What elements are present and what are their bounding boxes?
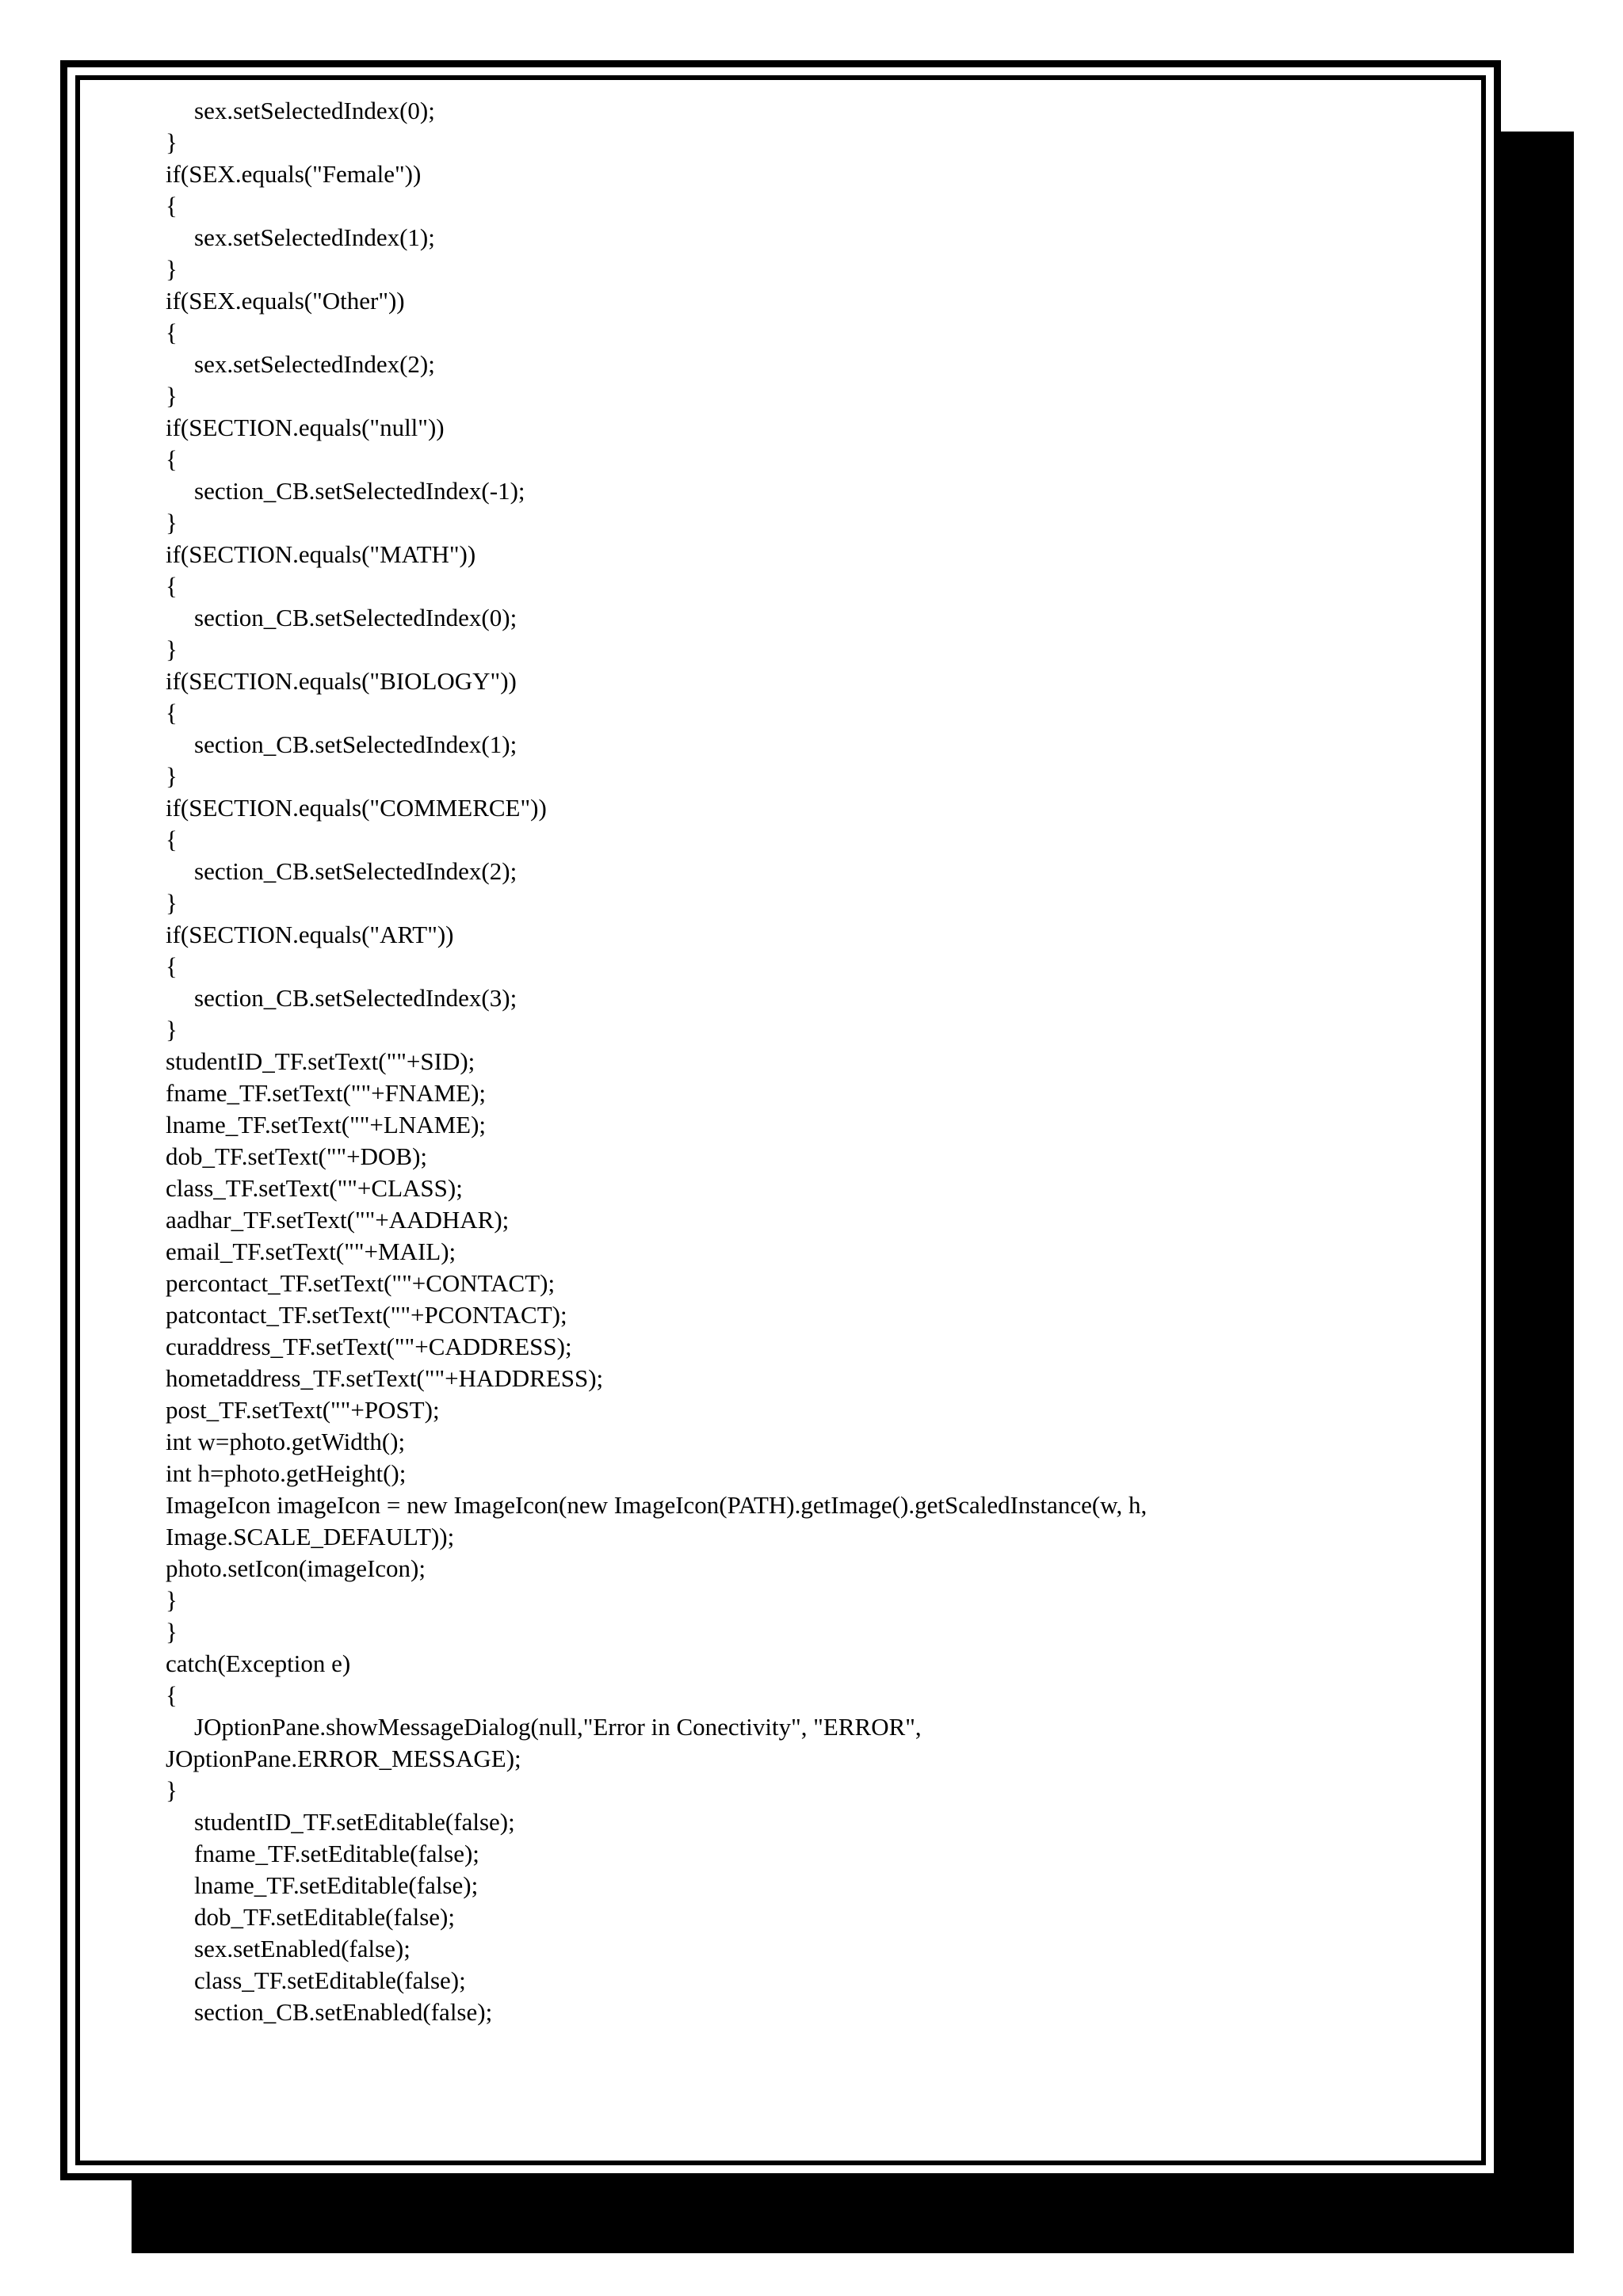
code-line: JOptionPane.showMessageDialog(null,"Error in Conectivity", "ERROR", — [194, 1713, 922, 1741]
code-line: } — [166, 382, 178, 410]
code-line: if(SEX.equals("Female")) — [166, 160, 422, 188]
code-line: dob_TF.setEditable(false); — [194, 1903, 455, 1931]
code-line: curaddress_TF.setText(""+CADDRESS); — [166, 1333, 572, 1360]
code-line: { — [166, 445, 178, 473]
code-line: } — [166, 635, 178, 663]
code-line: JOptionPane.ERROR_MESSAGE); — [166, 1745, 521, 1772]
code-line: post_TF.setText(""+POST); — [166, 1396, 440, 1424]
code-line: } — [166, 1016, 178, 1043]
code-line: int h=photo.getHeight(); — [166, 1459, 407, 1487]
code-line: { — [166, 826, 178, 853]
code-line: if(SEX.equals("Other")) — [166, 287, 405, 315]
code-line: Image.SCALE_DEFAULT)); — [166, 1523, 455, 1550]
code-line: sex.setSelectedIndex(2); — [194, 350, 435, 378]
code-line: percontact_TF.setText(""+CONTACT); — [166, 1269, 556, 1297]
code-line: lname_TF.setEditable(false); — [194, 1871, 479, 1899]
code-line: if(SECTION.equals("BIOLOGY")) — [166, 667, 517, 695]
code-line: } — [166, 889, 178, 917]
code-line: } — [166, 255, 178, 283]
code-line: aadhar_TF.setText(""+AADHAR); — [166, 1206, 510, 1234]
code-line: } — [166, 509, 178, 536]
code-line: { — [166, 572, 178, 600]
code-line: class_TF.setEditable(false); — [194, 1966, 466, 1994]
code-line: if(SECTION.equals("ART")) — [166, 921, 454, 948]
code-line: if(SECTION.equals("null")) — [166, 414, 445, 441]
code-line: } — [166, 1776, 178, 1804]
code-line: section_CB.setEnabled(false); — [194, 1998, 493, 2026]
code-line: int w=photo.getWidth(); — [166, 1428, 406, 1455]
code-line: section_CB.setSelectedIndex(3); — [194, 984, 517, 1012]
code-line: if(SECTION.equals("MATH")) — [166, 540, 476, 568]
code-line: lname_TF.setText(""+LNAME); — [166, 1111, 487, 1138]
code-line: } — [166, 762, 178, 790]
code-line: sex.setEnabled(false); — [194, 1935, 411, 1962]
code-line: section_CB.setSelectedIndex(-1); — [194, 477, 525, 505]
code-line: sex.setSelectedIndex(1); — [194, 223, 435, 251]
code-listing — [166, 95, 1370, 2028]
code-line: fname_TF.setText(""+FNAME); — [166, 1079, 487, 1107]
code-line: { — [166, 318, 178, 346]
code-line: hometaddress_TF.setText(""+HADDRESS); — [166, 1364, 604, 1392]
code-line: ImageIcon imageIcon = new ImageIcon(new ImageIcon(PATH).getImage().getScaledInstance(w, h, — [166, 1491, 1148, 1519]
code-line: studentID_TF.setText(""+SID); — [166, 1047, 475, 1075]
code-line: section_CB.setSelectedIndex(1); — [194, 730, 517, 758]
code-line: { — [166, 192, 178, 219]
code-line: section_CB.setSelectedIndex(0); — [194, 604, 517, 631]
code-line: studentID_TF.setEditable(false); — [194, 1808, 515, 1836]
code-line: if(SECTION.equals("COMMERCE")) — [166, 794, 547, 822]
code-line: catch(Exception e) — [166, 1650, 351, 1677]
code-line: patcontact_TF.setText(""+PCONTACT); — [166, 1301, 567, 1329]
code-line: dob_TF.setText(""+DOB); — [166, 1142, 428, 1170]
code-line: section_CB.setSelectedIndex(2); — [194, 857, 517, 885]
code-line: email_TF.setText(""+MAIL); — [166, 1238, 456, 1265]
code-line: } — [166, 128, 178, 156]
code-line: { — [166, 952, 178, 980]
code-line: } — [166, 1586, 178, 1614]
code-line: { — [166, 1681, 178, 1709]
code-line: class_TF.setText(""+CLASS); — [166, 1174, 463, 1202]
code-line: sex.setSelectedIndex(0); — [194, 97, 435, 124]
code-line: { — [166, 699, 178, 727]
code-line: photo.setIcon(imageIcon); — [166, 1554, 426, 1582]
code-line: } — [166, 1618, 178, 1646]
code-line: fname_TF.setEditable(false); — [194, 1840, 479, 1867]
